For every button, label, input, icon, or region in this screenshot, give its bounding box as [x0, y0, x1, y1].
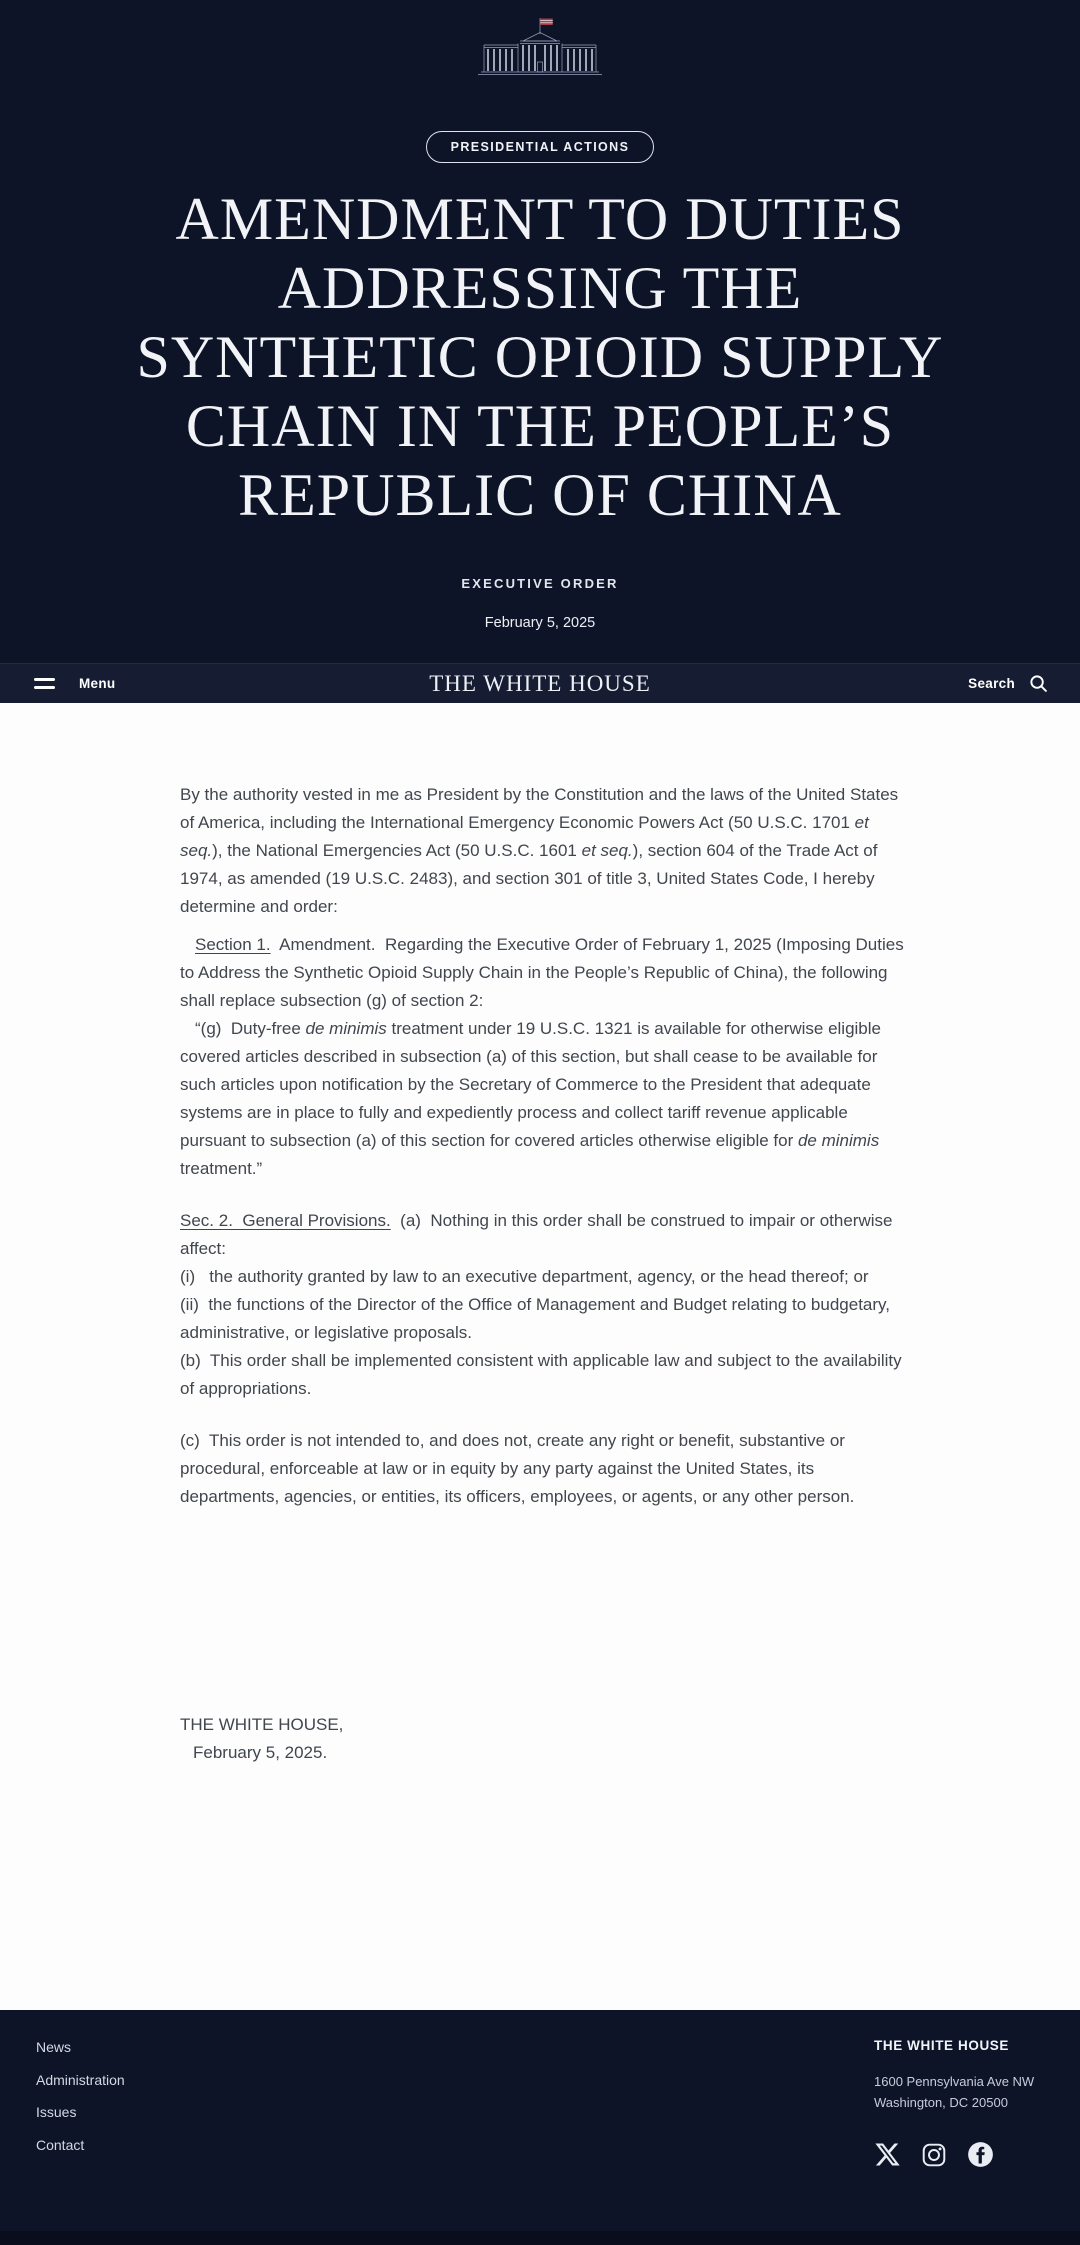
site-wordmark[interactable]: THE WHITE HOUSE	[429, 670, 651, 696]
content-area	[0, 703, 1080, 2010]
page-title-line: AMENDMENT TO DUTIES	[175, 186, 905, 252]
article-paragraph: (c) This order is not intended to, and does not, create any right or benefit, substantive or procedural, enforceable at law or in equity by any party against the United States, its departments, agencies, or entities, its officers, employees, or agents, or any other person.	[180, 1431, 855, 1506]
hero-section	[0, 0, 1080, 663]
facebook-icon[interactable]	[967, 2141, 994, 2168]
presidential-actions-badge[interactable]: PRESIDENTIAL ACTIONS	[426, 131, 655, 163]
page-title-line: CHAIN IN THE PEOPLE’S	[185, 393, 895, 459]
publish-date: February 5, 2025	[484, 615, 596, 631]
address-line-2: Washington, DC 20500	[874, 2095, 1008, 2110]
article-paragraph: Section 1. Amendment. Regarding the Executive Order of February 1, 2025 (Imposing Duties to Address the Synthetic Opioid Supply Chain in the People’s Republic of China), the following shall replace subsection (g) of section 2:	[180, 935, 904, 1010]
signature-line: THE WHITE HOUSE,	[180, 1715, 344, 1734]
footer-heading: THE WHITE HOUSE	[874, 2038, 1010, 2053]
footer	[0, 2010, 1080, 2245]
executive-order-article	[180, 703, 904, 1767]
page-title-line: ADDRESSING THE	[277, 255, 803, 321]
footer-address	[874, 2071, 1050, 2113]
whitehouse-illustration	[465, 14, 615, 89]
article-paragraph: “(g) Duty-free de minimis treatment under 19 U.S.C. 1321 is available for otherwise eligible covered articles described in subsection (a) of this section, but shall cease to be available for such articles upon notification by the Secretary of Commerce to the President that adequate systems are in place to fully and expediently process and collect tariff revenue applicable pursuant to subsection (a) of this section for covered articles otherwise eligible for de minimis treatment.”	[180, 1019, 881, 1178]
footer-link-issues[interactable]: Issues	[36, 2104, 77, 2120]
page-bottom-strip	[0, 2231, 1080, 2245]
search-icon	[1029, 674, 1048, 693]
article-paragraph: (ii) the functions of the Director of the Office of Management and Budget relating to budgetary, administrative, or legislative proposals.	[180, 1295, 890, 1342]
footer-nav	[36, 2036, 125, 2245]
search-label: Search	[968, 676, 1015, 691]
article-paragraph: By the authority vested in me as President by the Constitution and the laws of the United States of America, including the International Emergency Economic Powers Act (50 U.S.C. 1701 et seq.), the National Emergencies Act (50 U.S.C. 1601 et seq.), section 604 of the Trade Act of 1974, as amended (19 U.S.C. 2483), and section 301 of title 3, United States Code, I hereby determine and order:	[180, 785, 899, 916]
article-paragraph: (b) This order shall be implemented consistent with applicable law and subject to the availability of appropriations.	[180, 1351, 902, 1398]
article-paragraph: Sec. 2. General Provisions. (a) Nothing in this order shall be construed to impair or otherwise affect:	[180, 1211, 893, 1258]
instagram-icon[interactable]	[921, 2142, 947, 2168]
social-links	[874, 2141, 1050, 2168]
order-type-label: EXECUTIVE ORDER	[461, 576, 619, 591]
x-icon[interactable]	[874, 2141, 901, 2168]
search-button[interactable]	[968, 674, 1048, 693]
article-paragraph: (i) the authority granted by law to an executive department, agency, or the head thereof; or	[180, 1267, 869, 1286]
signature-block	[180, 1711, 904, 1767]
footer-link-contact[interactable]: Contact	[36, 2136, 85, 2153]
navbar	[0, 663, 1080, 703]
page-title	[110, 185, 970, 530]
footer-link-administration[interactable]: Administration	[36, 2071, 125, 2088]
footer-link-news[interactable]: News	[36, 2039, 72, 2055]
menu-label: Menu	[79, 676, 116, 691]
signature-line: February 5, 2025.	[193, 1743, 328, 1762]
footer-info	[874, 2036, 1050, 2245]
page-title-line: REPUBLIC OF CHINA	[238, 462, 842, 528]
article-body	[180, 781, 904, 1511]
whitehouse-logo	[0, 0, 1080, 89]
address-line-1: 1600 Pennsylvania Ave NW	[874, 2074, 1035, 2089]
page-title-line: SYNTHETIC OPIOID SUPPLY	[136, 324, 944, 390]
